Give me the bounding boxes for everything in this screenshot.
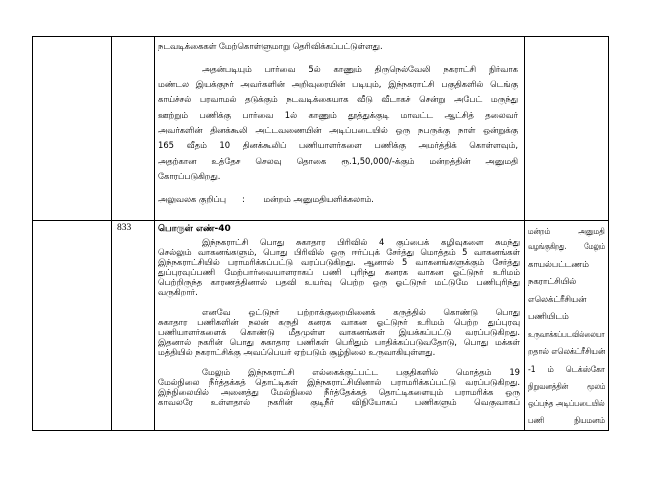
text-line: நடவடிக்கைகள் மேற்கொள்ளுமாறு தெரிவிக்கப்பட்டுள்ளது. <box>158 41 383 51</box>
text-line: அதன்படியும் பார்வை 5ல் காணும் திருநெல்வேலி நகராட்சி நிர்வாக <box>202 64 518 74</box>
column-divider-content <box>154 36 155 431</box>
remark-line: பணி நியமனம் <box>528 415 605 425</box>
remark-line: எலெக்ட்ரீசியன் <box>528 294 587 304</box>
text-line: மத்தியில் நகராட்சிக்கு அவப்பெயர் ஏற்படும் சூழ்நிலை உருவாகியுள்ளது. <box>158 347 436 357</box>
remark-line: காயல்பட்டணம் <box>528 259 589 269</box>
remark-line: -1 ம் டெக்ஸ்கோ <box>528 364 605 374</box>
remark-line: பணியிடம் <box>528 311 569 321</box>
table-border-right <box>608 36 609 431</box>
text-line: காவலரே உள்ளதால் நகரின் குடிநீர் விநியோகப் பணிகளும் வெகுவாகப் <box>158 397 520 407</box>
subject-heading: பொருள் எண்-40 <box>158 224 231 234</box>
text-line: மண்டல இயக்குநர் அவர்களின் அறிவுரையின் படியும், இந்நகராட்சி பகுதிகளில் டெங்கு <box>158 79 518 89</box>
text-line: காய்ச்சல் பரவாமல் தடுக்கும் நடவடிக்கையாக வீடு வீடாகச் சென்று அபேட் மருந்து <box>158 94 518 104</box>
row-833-content <box>158 221 520 429</box>
remark-line: மன்றம் அனுமதி <box>528 226 605 236</box>
text-line: இதனால் நகரின் பொது சுகாதார பணிகள் பெரிதும் பாதிக்கப்படுவதோடு, பொது மக்கள் <box>158 337 520 347</box>
remark-line: நிறுவனத்தின் மூலம் <box>528 381 605 391</box>
previous-row-content <box>158 36 518 219</box>
text-line: செல்லும் வாகனங்களும், பொது பிரிவில் ஒரு ஈர்ப்புக் சேர்த்து மொத்தம் 5 வாகனங்கள் <box>158 247 520 257</box>
text-line: வருகிறார். <box>158 287 198 297</box>
column-divider-remarks <box>524 36 525 431</box>
resolution-remarks <box>528 221 605 429</box>
text-line: சுகாதார பணிகளின் நலன் கருதி கனரக வாகன ஓட்டுநர் உரிமம் பெற்ற துப்புரவு <box>158 317 520 327</box>
text-line: துப்புரவுப்பணி மேற்பார்வையாளராகப் பணி புரிந்து கனரக வாகன ஓட்டுநர் உரிமம் <box>158 267 520 277</box>
remark-line: உருவாக்கப்படவில்லையா <box>528 329 605 339</box>
text-line: இந்நகராட்சியில் பராமரிக்கப்பட்டு வரப்படுகிறது. ஆனால் 5 வாகனங்களுக்கும் சேர்த்து <box>158 257 520 267</box>
text-line: மேல்நிலை நீர்த்தக்கத் தொட்டிகள் இந்நகராட்சியினால் பராமரிக்கப்பட்டு வரப்படுகிறது. <box>158 377 520 387</box>
text-line: அவர்களின் தினக்கூலி அட்டவணையின் அடிப்படையில் ஒரு நபருக்கு நாள் ஒன்றுக்கு <box>158 125 518 135</box>
table-border-left <box>32 36 33 431</box>
text-line: பெற்றிருந்த காரணத்தினால் பதவி உயர்வு பெற்ற ஒரு ஓட்டுநர் மட்டுமே பணிபுரிந்து <box>158 277 520 287</box>
text-line: இந்நகராட்சி பொது சுகாதார பிரிவில் 4 குப்பைக் கழிவுகளை சுமந்து <box>202 237 520 247</box>
serial-number: 833 <box>117 223 132 233</box>
text-line: கோரப்படுகிறது. <box>158 171 221 181</box>
remark-line: றதால் எலெக்ட்ரீசியன் <box>528 346 605 356</box>
text-line: அதற்கான உத்தேச செலவு தொகை ரூ.1,50,000/-க்கும் மன்றத்தின் அனுமதி <box>158 156 518 166</box>
column-divider-serial <box>111 36 112 431</box>
remark-line: ஒப்பந்த அடிப்படையில் <box>528 398 605 408</box>
remark-line: வழங்குகிறது. மேலும் <box>528 241 605 251</box>
text-line: பணியாளர்களைக் கொண்டு மீதமுள்ள வாகனங்கள் இயக்கப்பட்டு வரப்படுகிறது. <box>158 327 520 337</box>
office-note: அலுவலக குறிப்பு : மன்றம் அனுமதியளிக்கலாம். <box>158 194 374 204</box>
text-line: மேலும் இந்நகராட்சி எல்கைக்குட்பட்ட பகுதிகளில் மொத்தம் 19 <box>202 367 520 377</box>
table-border-bottom <box>32 430 609 431</box>
text-line: 165 வீதம் 10 தினக்கூலிப் பணியாளர்களை பணிக்கு அமர்த்திக் கொள்ளவும், <box>158 140 518 150</box>
text-line: இந்நிலையில் அனைத்து மேல்நிலை நீர்த்தேக்கத் தொட்டிகளையும் பராமரிக்க ஒரு <box>158 387 520 397</box>
remark-line: நகராட்சியில் <box>528 276 577 286</box>
text-line: எனவே ஒட்டுநர் பற்றாக்குறையினைக் கருத்தில் கொண்டு பொது <box>202 307 520 317</box>
text-line: ஊற்றும் பணிக்கு பார்வை 1ல் காணும் தூத்துக்குடி மாவட்ட ஆட்சித் தலைவர் <box>158 110 518 120</box>
